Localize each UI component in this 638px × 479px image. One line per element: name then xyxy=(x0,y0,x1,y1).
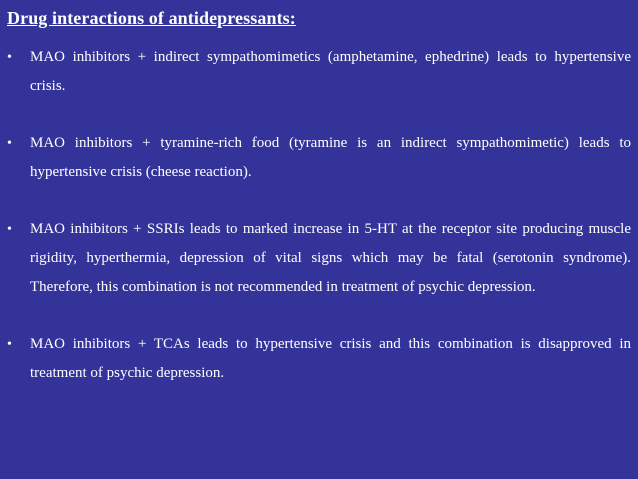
bullet-text: MAO inhibitors + indirect sympathomimetics (amphetamine, ephedrine) leads to hypertensive crisis. xyxy=(30,49,631,94)
bullet-text: MAO inhibitors + tyramine-rich food (tyramine is an indirect sympathomimetic) leads to hypertensive crisis (cheese reaction). xyxy=(30,135,631,180)
bullet-point-icon: • xyxy=(7,50,12,65)
bullet-list xyxy=(7,43,634,388)
bullet-point-icon: • xyxy=(7,136,12,151)
bullet-point-icon: • xyxy=(7,222,12,237)
bullet-item xyxy=(7,330,634,388)
bullet-text: MAO inhibitors + TCAs leads to hypertensive crisis and this combination is disapproved in treatment of psychic depression. xyxy=(30,336,631,381)
bullet-text: MAO inhibitors + SSRIs leads to marked increase in 5-HT at the receptor site producing muscle rigidity, hyperthermia, depression of vital signs which may be fatal (serotonin syndrome). Therefore, this combination is not recommended in treatment of psychic depression. xyxy=(30,221,631,295)
bullet-point-icon: • xyxy=(7,337,12,352)
slide-title: Drug interactions of antidepressants: xyxy=(7,8,296,28)
bullet-item xyxy=(7,43,634,101)
bullet-item xyxy=(7,129,634,187)
bullet-item xyxy=(7,215,634,302)
